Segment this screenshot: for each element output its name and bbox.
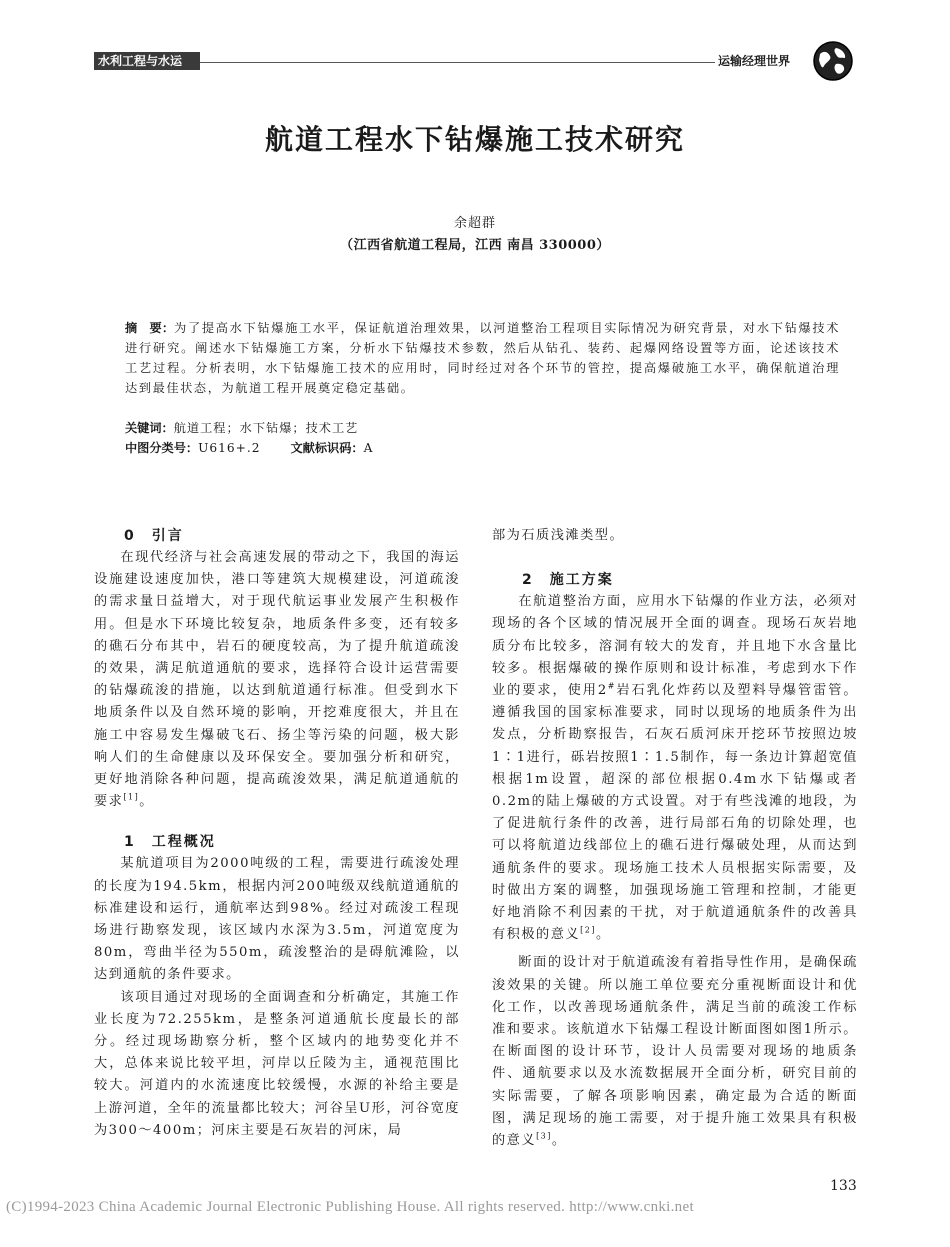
keywords-text: 航道工程；水下钻爆；技术工艺 [173, 421, 359, 435]
section-2-heading: 2 施工方案 [522, 572, 614, 589]
abstract-label: 摘 要： [125, 321, 175, 335]
affiliation: （江西省航道工程局，江西 南昌 330000） [340, 238, 610, 253]
doc-code-value: A [363, 441, 374, 455]
section-label: 水利工程与水运 [94, 52, 200, 70]
globe-logo-icon [812, 40, 854, 82]
section-1-paragraph-1: 某航道项目为2000吨级的工程，需要进行疏浚处理的长度为194.5km，根据内河200吨级双线航道通航的标准建设和运行，通航率达到98%。经过对疏浚工程现场进行勘察发现，该区域内水深为3.5m，河道宽度为80m，弯曲半径为550m，疏浚整治的是碍航滩险，以达到通航的条件要求。 [94, 856, 460, 983]
section-0-heading: 0 引言 [124, 528, 184, 544]
author: 余超群 [453, 216, 496, 231]
superscript-hash: # [607, 681, 616, 691]
left-column [94, 525, 460, 1142]
keywords-label: 关键词： [125, 421, 174, 435]
right-column [492, 525, 858, 1152]
citation-2: [2] [580, 925, 596, 935]
citation-3: [3] [536, 1131, 552, 1141]
abstract-text: 为了提高水下钻爆施工水平，保证航道治理效果，以河道整治工程项目实际情况为研究背景，对水下钻爆技术进行研究。阐述水下钻爆施工方案，分析水下钻爆技术参数，然后从钻孔、装药、起爆网络设置等方面，论述该技术工艺过程。分析表明，水下钻爆施工技术的应用时，同时经过对各个环节的管控，提高爆破施工水平，确保航道治理达到最佳状态，为航道工程开展奠定稳定基础。 [125, 321, 840, 395]
classification [125, 438, 373, 458]
section-2-paragraph-1: 在航道整治方面，应用水下钻爆的作业方法，必须对现场的各个区域的情况展开全面的调查。现场石灰岩地质分布比较多，溶洞有较大的发育，并且地下水含量比较多。根据爆破的操作原则和设计标准，考虑到水下作业的要求，使用2#岩石乳化炸药以及塑料导爆管雷管。遵循我国的国家标准要求，同时以现场的地质条件为出发点，分析勘察报告，石灰石质河床开挖环节按照边坡1∶1进行，砾岩按照1∶1.5制作，每一条边计算超宽值根据1m设置，超深的部位根据0.4m水下钻爆或者0.2m的陆上爆破的方式设置。对于有些浅滩的地段，为了促进航行条件的改善，进行局部石角的切除处理，也可以将航道边线部位上的礁石进行爆破处理，从而达到通航条件的要求。现场施工技术人员根据实际需要，及时做出方案的调整，加强现场施工管理和控制，才能更好地消除不利因素的干扰，对于航道通航条件的改善具有积极的意义[2]。 [492, 594, 859, 943]
section-0-paragraph: 在现代经济与社会高速发展的带动之下，我国的海运设施建设速度加快，港口等建筑大规模建设，河道疏浚的需求量日益增大，对于现代航运事业发展产生积极作用。但是水下环境比较复杂，地质条件多变，还有较多的礁石分布其中，岩石的硬度较高，为了提升航道疏浚的效果，满足航道通航的要求，选择符合设计运营需要的钻爆疏浚的措施，以达到航道通行标准。但受到水下地质条件以及自然环境的影响，开挖难度很大，并且在施工中容易发生爆破飞石、扬尘等污染的问题，极大影响人们的生命健康以及环保安全。要加强分析和研究，更好地消除各种问题，提高疏浚效果，满足航道通航的要求[1]。 [94, 550, 460, 810]
section-1-heading: 1 工程概况 [124, 834, 216, 851]
keywords [125, 418, 358, 438]
citation-1: [1] [123, 792, 140, 802]
copyright-footer: (C)1994-2023 China Academic Journal Electronic Publishing House. All rights reserved. http://www.cnki.net [6, 1199, 694, 1215]
clc-value: U616+.2 [198, 441, 261, 455]
page-number: 133 [830, 1178, 857, 1194]
journal-name: 运输经理世界 [718, 54, 791, 68]
doc-code-label: 文献标识码： [290, 441, 364, 455]
header-rule [200, 62, 715, 63]
article-title: 航道工程水下钻爆施工技术研究 [264, 123, 685, 156]
section-1-paragraph-2: 该项目通过对现场的全面调查和分析确定，其施工作业长度为72.255km，是整条河道通航长度最长的部分。经过现场勘察分析，整个区域内的地势变化并不大，总体来说比较平坦，河岸以丘陵为主，通视范围比较大。河道内的水流速度比较缓慢，水源的补给主要是上游河道，全年的流量都比较大；河谷呈U形，河谷宽度为300～400m；河床主要是石灰岩的河床，局 [94, 989, 460, 1138]
clc-label: 中图分类号： [125, 441, 199, 455]
section-1-paragraph-2-continued: 部为石质浅滩类型。 [492, 528, 625, 543]
section-2-paragraph-2: 断面的设计对于航道疏浚有着指导性作用，是确保疏浚效果的关键。所以施工单位要充分重视断面设计和优化工作，以改善现场通航条件，满足当前的疏浚工作标准和要求。该航道水下钻爆工程设计断面图如图1所示。在断面图的设计环节，设计人员需要对现场的地质条件、通航要求以及水流数据展开全面分析，研究目前的实际需要，了解各项影响因素，确定最为合适的断面图，满足现场的施工需要，对于提升施工效果具有积极的意义[3]。 [492, 955, 858, 1149]
abstract [125, 318, 840, 398]
